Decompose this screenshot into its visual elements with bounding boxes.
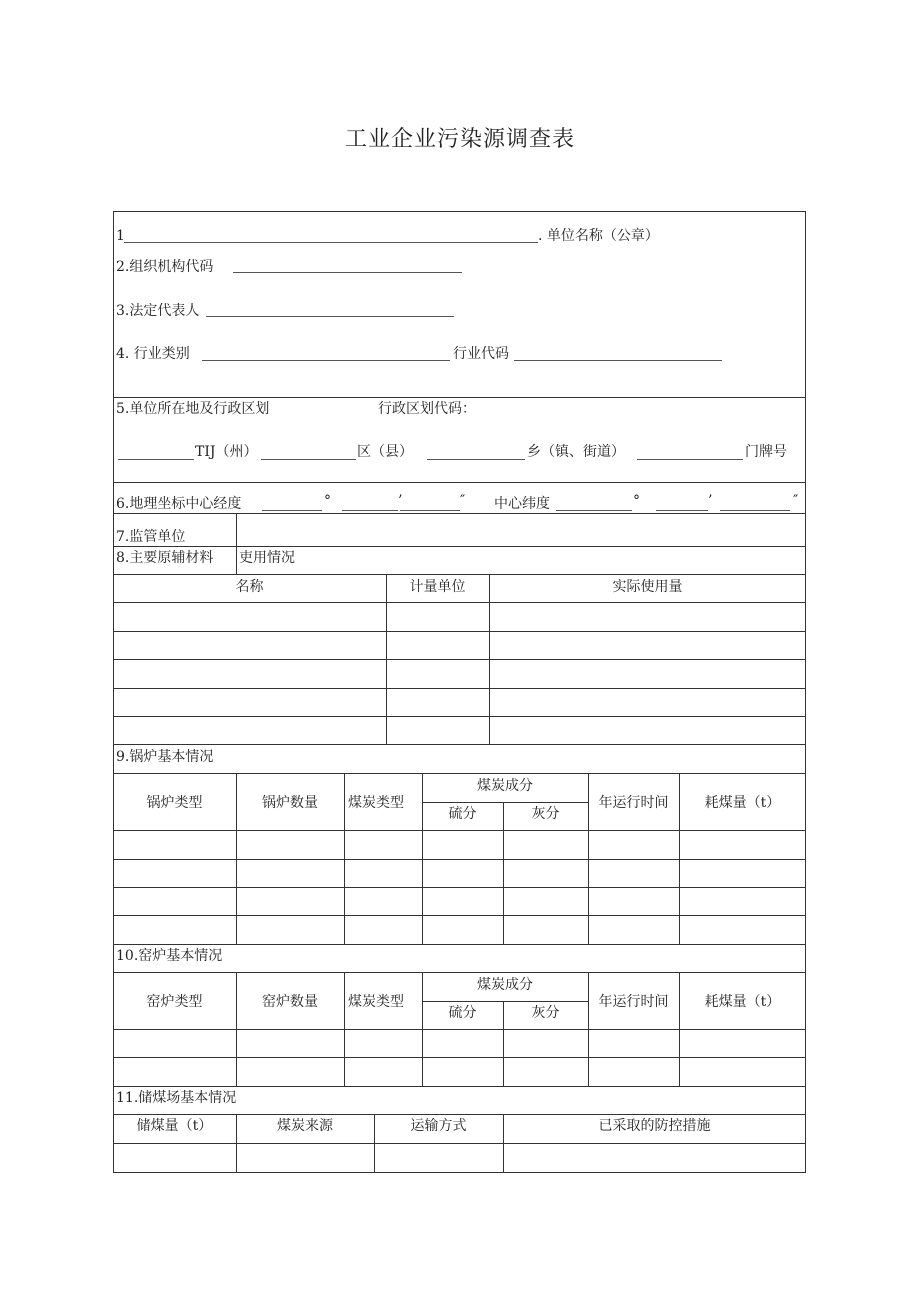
table-row <box>113 944 806 945</box>
boiler-col-runtime: 年运行时间 <box>598 795 669 811</box>
kiln-col-coal-composition: 煤炭成分 <box>477 977 533 993</box>
table-row <box>113 1143 806 1144</box>
unit-name-field[interactable] <box>124 242 538 243</box>
coalyard-col-transport: 运输方式 <box>410 1118 467 1134</box>
table-row <box>113 602 806 603</box>
materials-col-usage: 实际使用量 <box>612 579 683 595</box>
lat-min-field[interactable] <box>656 510 708 511</box>
line1-prefix: 1 <box>116 228 125 244</box>
coalyard-label: 11.储煤场基本情况 <box>116 1090 237 1106</box>
org-code-label: 2.组织机构代码 <box>116 259 214 275</box>
boiler-col-coal-composition: 煤炭成分 <box>477 778 533 794</box>
location-label: 5.单位所在地及行政区划 <box>116 401 270 417</box>
city-field[interactable] <box>118 459 194 460</box>
boiler-col-count: 锅炉数量 <box>262 795 318 811</box>
legal-rep-label: 3.法定代表人 <box>116 303 200 319</box>
kiln-col-sulfur: 硫分 <box>448 1005 477 1021</box>
materials-usage-label: 吏用情况 <box>239 550 295 566</box>
divider <box>489 574 490 744</box>
divider <box>503 802 504 944</box>
kiln-col-coal-type: 煤炭类型 <box>348 994 404 1010</box>
legal-rep-field[interactable] <box>206 316 454 317</box>
boiler-col-type: 锅炉类型 <box>146 795 203 811</box>
industry-code-label: 行业代码 <box>453 346 509 362</box>
coalyard-col-storage: 储煤量（t） <box>136 1118 213 1134</box>
table-row <box>113 1057 806 1058</box>
kiln-label: 10.窑炉基本情况 <box>116 948 223 964</box>
boiler-col-coal-type: 煤炭类型 <box>348 795 404 811</box>
table-row <box>113 688 806 689</box>
table-row <box>113 830 806 831</box>
divider <box>113 1114 806 1115</box>
table-row <box>113 716 806 717</box>
table-row <box>113 631 806 632</box>
kiln-col-count: 窑炉数量 <box>262 994 318 1010</box>
district-label: 区（县） <box>357 444 413 460</box>
kiln-col-ash: 灰分 <box>531 1005 560 1021</box>
lat-sec-field[interactable] <box>720 510 790 511</box>
lat-deg-symbol: ° <box>633 493 640 509</box>
door-label: 门牌号 <box>745 444 787 460</box>
kiln-col-runtime: 年运行时间 <box>598 994 669 1010</box>
table-row <box>113 659 806 660</box>
longitude-label: 6.地理坐标中心经度 <box>116 496 242 512</box>
industry-code-field[interactable] <box>514 360 722 361</box>
table-row <box>113 859 806 860</box>
divider <box>588 972 589 1086</box>
divider <box>422 1001 588 1002</box>
lat-deg-field[interactable] <box>556 510 632 511</box>
lon-sec-symbol: ″ <box>460 493 466 509</box>
table-row <box>113 744 806 745</box>
lon-sec-field[interactable] <box>400 510 460 511</box>
city-label: TIJ（州） <box>195 444 258 460</box>
town-label: 乡（镇、街道） <box>527 444 625 460</box>
lon-min-field[interactable] <box>342 510 398 511</box>
boiler-col-coal-consumption: 耗煤量（t） <box>704 795 781 811</box>
boiler-col-sulfur: 硫分 <box>448 806 477 822</box>
divider <box>236 513 237 574</box>
district-field[interactable] <box>261 459 356 460</box>
divider <box>113 546 806 547</box>
divider <box>113 397 806 398</box>
industry-type-label: 4. 行业类别 <box>116 346 190 362</box>
table-row <box>113 887 806 888</box>
table-row <box>113 1086 806 1087</box>
boiler-label: 9.锅炉基本情况 <box>116 749 214 765</box>
coalyard-col-measures: 已采取的防控措施 <box>598 1118 711 1134</box>
lat-sec-symbol: ″ <box>793 493 799 509</box>
town-field[interactable] <box>427 459 525 460</box>
boiler-col-ash: 灰分 <box>531 806 560 822</box>
divider <box>344 972 345 1086</box>
divider <box>113 513 806 514</box>
coalyard-col-source: 煤炭来源 <box>277 1118 333 1134</box>
divider <box>679 972 680 1086</box>
divider <box>386 574 387 744</box>
lat-min-symbol: ’ <box>708 493 713 509</box>
divider <box>113 482 806 483</box>
lon-deg-field[interactable] <box>262 510 322 511</box>
divider <box>113 972 806 973</box>
materials-label: 8.主要原辅材料 <box>116 550 214 566</box>
supervisor-label: 7.监管单位 <box>116 529 186 545</box>
industry-type-field[interactable] <box>202 360 450 361</box>
divider <box>113 574 806 575</box>
divider <box>422 773 423 944</box>
table-row <box>113 1029 806 1030</box>
materials-col-name: 名称 <box>235 579 264 595</box>
divider <box>236 972 237 1086</box>
admin-code-label: 行政区划代码： <box>378 401 476 417</box>
form-title: 工业企业污染源调查表 <box>344 127 575 152</box>
kiln-col-coal-consumption: 耗煤量（t） <box>704 994 781 1010</box>
latitude-label: 中心纬度 <box>494 496 550 512</box>
unit-name-label: . 单位名称（公章） <box>538 228 659 244</box>
divider <box>422 802 588 803</box>
org-code-field[interactable] <box>233 272 462 273</box>
divider <box>113 773 806 774</box>
kiln-col-type: 窑炉类型 <box>146 994 203 1010</box>
door-field[interactable] <box>637 459 743 460</box>
table-row <box>113 915 806 916</box>
lon-deg-symbol: ° <box>324 493 331 509</box>
materials-col-unit: 计量单位 <box>409 579 466 595</box>
lon-min-symbol: ’ <box>398 493 403 509</box>
